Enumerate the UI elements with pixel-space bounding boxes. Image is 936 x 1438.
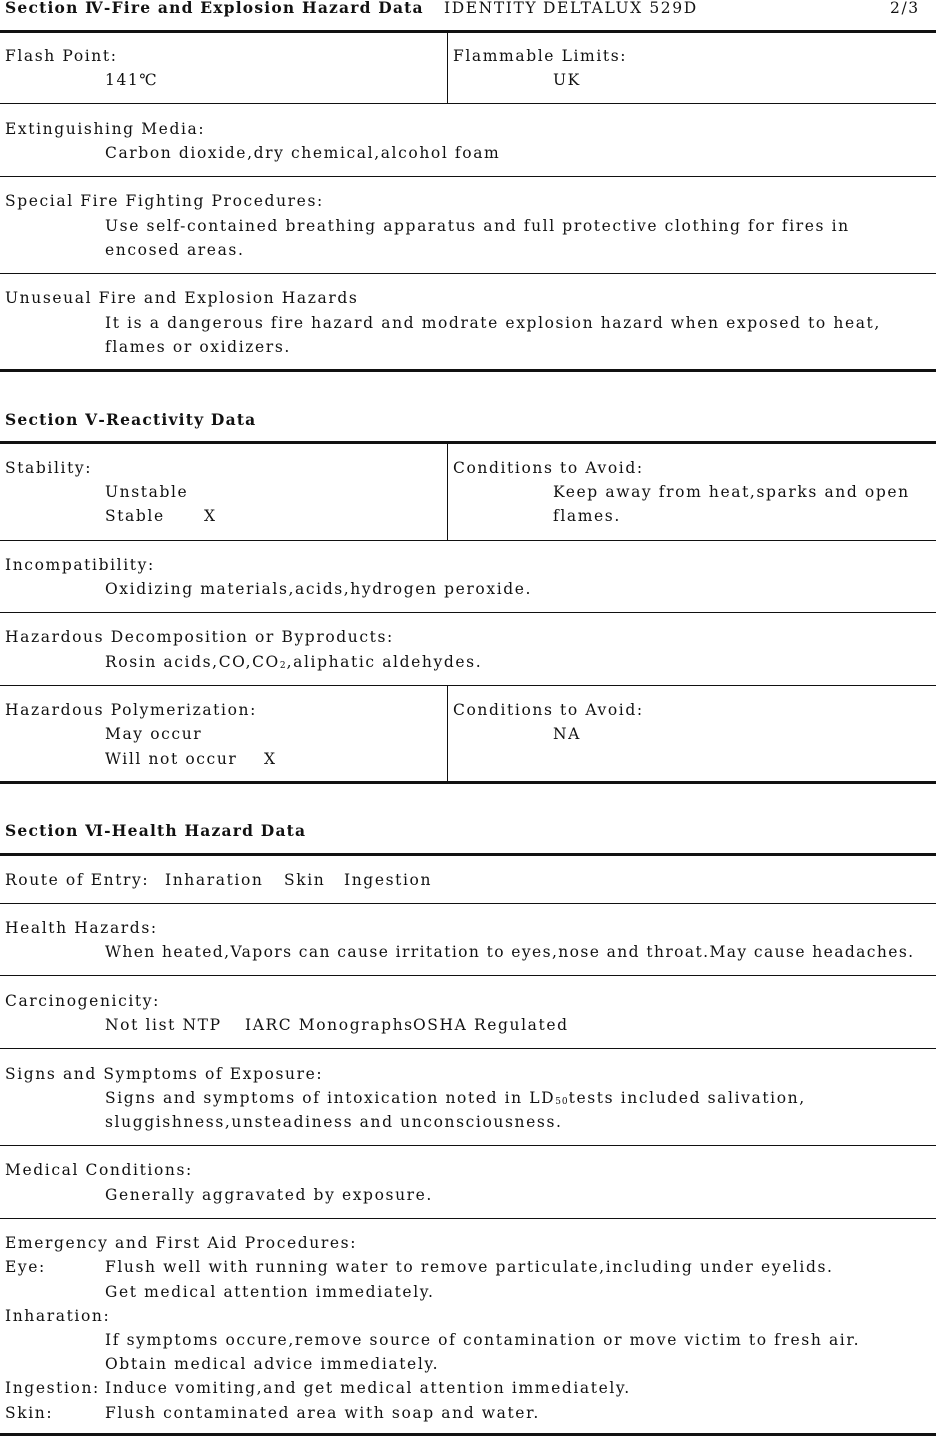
carc-iarc: IARC Monographs	[245, 1016, 414, 1034]
extinguishing-media-label: Extinguishing Media:	[5, 120, 206, 138]
health-hazards-value: When heated,Vapors can cause irritation to eyes,nose and throat.May cause headaches.	[105, 943, 915, 961]
skin-value: Flush contaminated area with soap and water.	[105, 1404, 540, 1422]
rule	[0, 1433, 936, 1436]
inharation-label: Inharation:	[5, 1307, 111, 1325]
rule	[0, 612, 936, 613]
carc-osha: OSHA Regulated	[413, 1016, 569, 1034]
decomposition-value: Rosin $acids,CO,CO_2,aliphatic$ aldehydes.	[105, 653, 483, 671]
rule	[0, 781, 936, 784]
rule	[0, 903, 936, 904]
conditions-avoid-value: NA	[553, 725, 581, 743]
unusual-hazards-line: flames or oxidizers.	[105, 338, 291, 356]
page-number: 2/3	[890, 0, 920, 17]
stable-mark: X	[204, 507, 217, 525]
section-iv-title: Section Ⅳ-Fire and Explosion Hazard Data	[5, 0, 424, 17]
signs-symptoms-line: sluggishness,unsteadiness and unconsciousness.	[105, 1113, 563, 1131]
extinguishing-media-value: Carbon dioxide,dry chemical,alcohol foam	[105, 144, 501, 162]
will-not-occur-mark: X	[264, 750, 277, 768]
column-divider	[447, 686, 448, 781]
flash-point-label: Flash Point:	[5, 47, 118, 65]
polymerization-label: Hazardous Polymerization:	[5, 701, 257, 719]
incompatibility-value: Oxidizing materials,acids,hydrogen peroxide.	[105, 580, 533, 598]
conditions-avoid-line: Keep away from heat,sparks and open	[553, 483, 910, 501]
medical-conditions-label: Medical Conditions:	[5, 1161, 193, 1179]
skin-label: Skin:	[5, 1404, 54, 1422]
rule	[0, 1048, 936, 1049]
ingestion-label: Ingestion:	[5, 1379, 100, 1397]
rule	[0, 853, 936, 856]
medical-conditions-value: Generally aggravated by exposure.	[105, 1186, 433, 1204]
stability-label: Stability:	[5, 459, 93, 477]
incompatibility-label: Incompatibility:	[5, 556, 155, 574]
rule	[0, 441, 936, 444]
rule	[0, 1145, 936, 1146]
flash-point-value: 141℃	[105, 71, 159, 89]
route-inharation: Inharation	[165, 871, 264, 889]
rule	[0, 540, 936, 541]
identity-value: DELTALUX 529D	[543, 0, 698, 17]
unusual-hazards-line: It is a dangerous fire hazard and modrate explosion hazard when exposed to heat,	[105, 314, 881, 332]
column-divider	[447, 32, 448, 103]
section-v-title: Section Ⅴ-Reactivity Data	[5, 410, 257, 429]
carc-ntp: Not list NTP	[105, 1016, 222, 1034]
rule	[0, 1218, 936, 1219]
unusual-hazards-label: Unuseual Fire and Explosion Hazards	[5, 289, 359, 307]
conditions-avoid-label: Conditions to Avoid:	[453, 701, 644, 719]
inharation-line: If symptoms occure,remove source of contamination or move victim to fresh air.	[105, 1331, 861, 1349]
rule	[0, 103, 936, 104]
conditions-avoid-label: Conditions to Avoid:	[453, 459, 644, 477]
health-hazards-label: Health Hazards:	[5, 919, 158, 937]
ingestion-value: Induce vomiting,and get medical attention immediately.	[105, 1379, 631, 1397]
flammable-limits-label: Flammable Limits:	[453, 47, 628, 65]
eye-line: Flush well with running water to remove particulate,including under eyelids.	[105, 1258, 834, 1276]
special-procedures-label: Special Fire Fighting Procedures:	[5, 192, 324, 210]
conditions-avoid-line: flames.	[553, 507, 621, 525]
signs-symptoms-line: Signs and symptoms of intoxication noted in $LD_{50}tests$ included salivation,	[105, 1089, 806, 1107]
rule	[0, 975, 936, 976]
route-of-entry-label: Route of Entry:	[5, 871, 150, 889]
eye-label: Eye:	[5, 1258, 46, 1276]
special-procedures-line: Use self-contained breathing apparatus and full protective clothing for fires in	[105, 217, 850, 235]
may-occur-option: May occur	[105, 725, 203, 743]
special-procedures-line: encosed areas.	[105, 241, 245, 259]
rule	[0, 30, 936, 33]
route-skin: Skin	[284, 871, 326, 889]
stable-option: Stable	[105, 507, 165, 525]
section-vi-title: Section Ⅵ-Health Hazard Data	[5, 821, 307, 840]
decomposition-label: Hazardous Decomposition or Byproducts:	[5, 628, 394, 646]
carcinogenicity-label: Carcinogenicity:	[5, 992, 160, 1010]
rule	[0, 369, 936, 372]
rule	[0, 685, 936, 686]
will-not-occur-option: Will not occur	[105, 750, 238, 768]
flammable-limits-value: UK	[553, 71, 581, 89]
rule	[0, 176, 936, 177]
unstable-option: Unstable	[105, 483, 189, 501]
inharation-line: Obtain medical advice immediately.	[105, 1355, 440, 1373]
signs-symptoms-label: Signs and Symptoms of Exposure:	[5, 1065, 324, 1083]
emergency-label: Emergency and First Aid Procedures:	[5, 1234, 358, 1252]
identity-label: IDENTITY	[444, 0, 538, 17]
rule	[0, 273, 936, 274]
column-divider	[447, 444, 448, 540]
route-ingestion: Ingestion	[344, 871, 433, 889]
eye-line: Get medical attention immediately.	[105, 1283, 435, 1301]
